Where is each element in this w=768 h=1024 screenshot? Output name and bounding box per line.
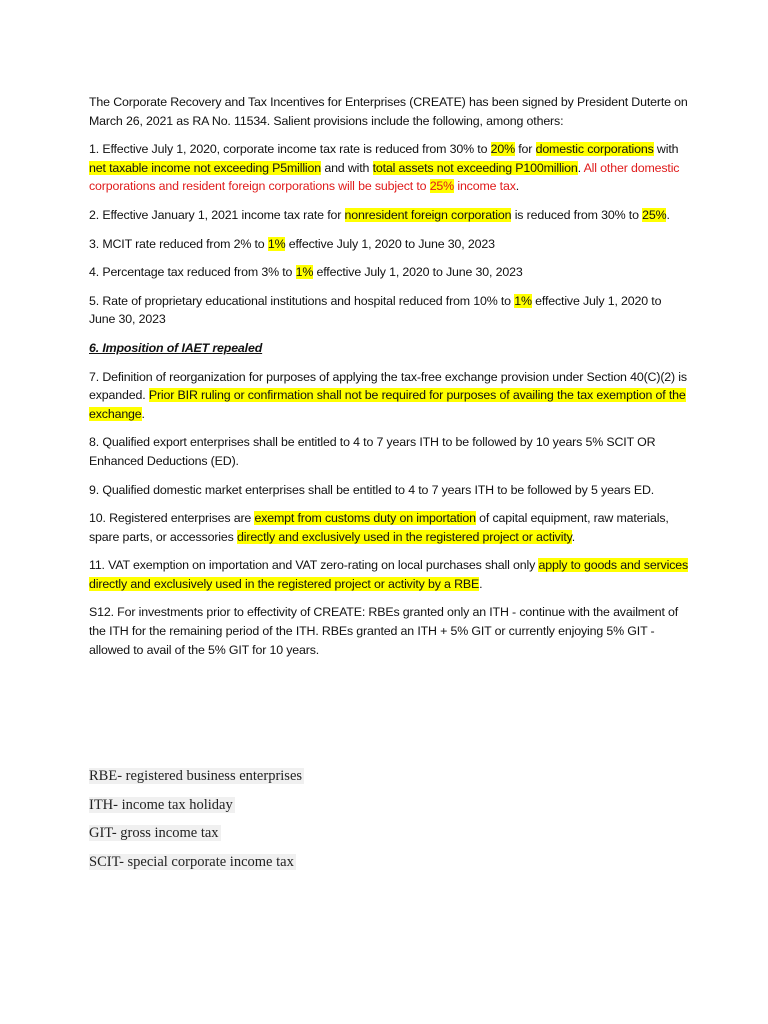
legend-item: SCIT- special corporate income tax xyxy=(89,853,294,870)
legend-item: GIT- gross income tax xyxy=(89,825,219,842)
provision-5: 5. Rate of proprietary educational institutions and hospital reduced from 10% to 1% effective July 1, 2020 to June 30, 2023 xyxy=(89,293,662,327)
document-body xyxy=(89,93,689,669)
provision-8: 8. Qualified export enterprises shall be entitled to 4 to 7 years ITH to be followed by 10 years 5% SCIT OR Enhanced Deductions (ED). xyxy=(89,435,656,468)
provision-10: 10. Registered enterprises are exempt from customs duty on importation of capital equipment, raw materials, spare parts, or accessories directly and exclusively used in the registered project or activity. xyxy=(89,511,669,544)
provision-6: 6. Imposition of IAET repealed xyxy=(89,340,263,355)
legend-item: RBE- registered business enterprises xyxy=(89,768,303,784)
legend-item: ITH- income tax holiday xyxy=(89,796,233,813)
provision-12: S12. For investments prior to effectivity of CREATE: RBEs granted only an ITH - continue with the availment of the ITH for the remaining period of the ITH. RBEs granted an ITH + 5% GIT or currently enjoying 5% GIT - allowed to avail of the 5% GIT for 10 years. xyxy=(89,605,679,657)
provision-11: 11. VAT exemption on importation and VAT zero-rating on local purchases shall only apply to goods and services directly and exclusively used in the registered project or activity by a RBE. xyxy=(89,558,689,591)
intro-paragraph: The Corporate Recovery and Tax Incentives for Enterprises (CREATE) has been signed by President Duterte on March 26, 2021 as RA No. 11534. Salient provisions include the following, among others: xyxy=(89,95,688,128)
provision-2: 2. Effective January 1, 2021 income tax rate for nonresident foreign corporation is reduced from 30% to 25%. xyxy=(89,207,670,222)
provision-4: 4. Percentage tax reduced from 3% to 1% effective July 1, 2020 to June 30, 2023 xyxy=(89,265,523,280)
provision-1: 1. Effective July 1, 2020, corporate income tax rate is reduced from 30% to 20% for domestic corporations with net taxable income not exceeding P5million and with total assets not exceeding P100million. All other domestic corporations and resident foreign corporations will be subject to 25% income tax. xyxy=(89,142,680,194)
provision-9: 9. Qualified domestic market enterprises shall be entitled to 4 to 7 years ITH to be followed by 5 years ED. xyxy=(89,482,655,497)
provision-7: 7. Definition of reorganization for purposes of applying the tax-free exchange provision under Section 40(C)(2) is expanded. Prior BIR ruling or confirmation shall not be required for purposes of availing the tax exemption of the exchange. xyxy=(89,369,687,421)
abbreviation-legend xyxy=(89,762,489,876)
provision-3: 3. MCIT rate reduced from 2% to 1% effective July 1, 2020 to June 30, 2023 xyxy=(89,236,495,251)
